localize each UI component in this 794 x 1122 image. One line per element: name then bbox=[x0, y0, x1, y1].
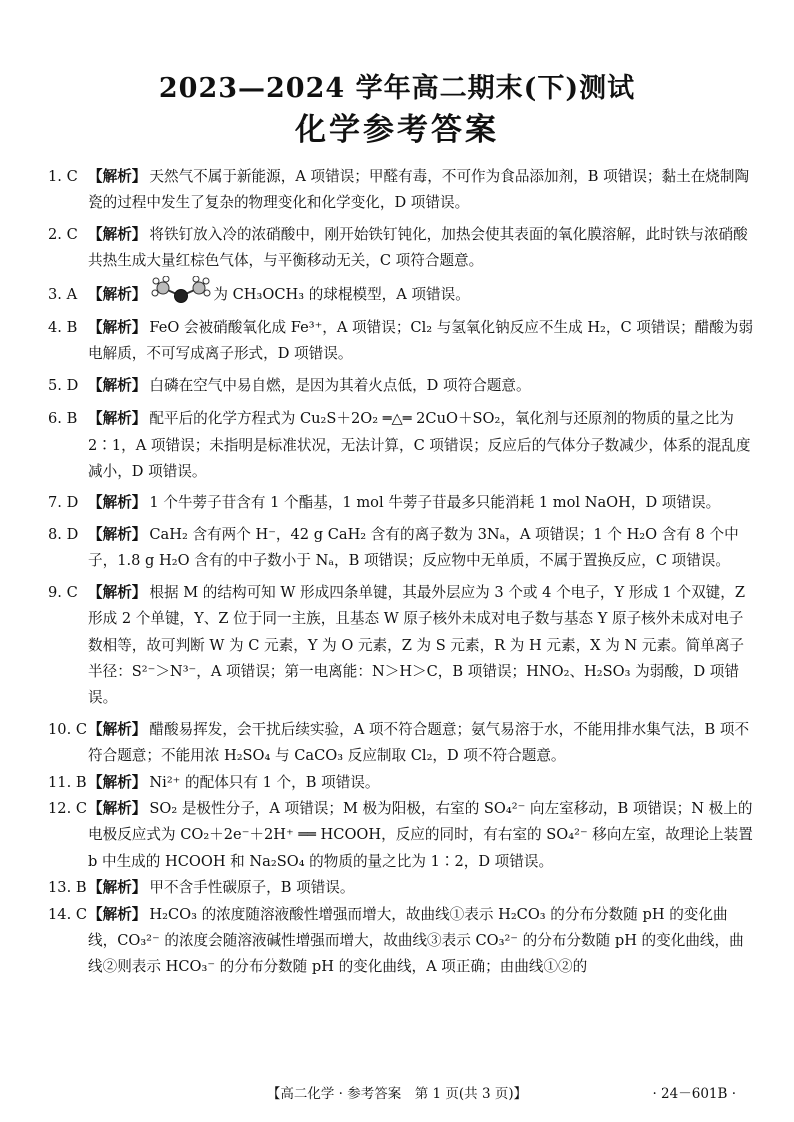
analysis-tag: 【解析】 bbox=[88, 285, 147, 303]
analysis-tag: 【解析】 bbox=[88, 905, 147, 923]
answer-item-1 bbox=[48, 164, 754, 217]
analysis-text: H₂CO₃ 的浓度随溶液酸性增强而增大，故曲线①表示 H₂CO₃ 的分布分数随 pH 的变化曲线，CO₃²⁻ 的浓度会随溶液碱性增强而增大，故曲线③表示 CO₃²⁻ 的分布分数随 pH 的变化曲线，曲线②则表示 HCO₃⁻ 的分布分数随 pH 的变化曲线，A 项正确；由曲线①②的 bbox=[88, 905, 744, 976]
answer-item-12 bbox=[48, 796, 754, 875]
analysis-tag: 【解析】 bbox=[88, 225, 147, 243]
footer-code: · 24－601B · bbox=[652, 1086, 736, 1102]
answer-number: 9. C bbox=[48, 583, 78, 601]
answer-number: 4. B bbox=[48, 319, 78, 337]
analysis-tag: 【解析】 bbox=[88, 525, 147, 543]
analysis-tag: 【解析】 bbox=[88, 376, 147, 394]
answer-item-6 bbox=[48, 406, 754, 485]
analysis-text: 白磷在空气中易自燃，是因为其着火点低，D 项符合题意。 bbox=[149, 376, 531, 394]
answer-subtitle: 化学参考答案 bbox=[295, 112, 499, 148]
analysis-text: Ni²⁺ 的配体只有 1 个，B 项错误。 bbox=[149, 773, 380, 791]
analysis-text: 为 CH₃OCH₃ 的球棍模型，A 项错误。 bbox=[213, 285, 470, 303]
answer-item-7 bbox=[48, 490, 754, 516]
analysis-tag: 【解析】 bbox=[88, 799, 147, 817]
analysis-text: 配平后的化学方程式为 Cu₂S＋2O₂ ═△═ 2CuO＋SO₂，氧化剂与还原剂的物质的量之比为 2∶1，A 项错误；未指明是标准状况，无法计算，C 项错误；反应后的气体分子数减少，体系的混乱度减小，D 项错误。 bbox=[88, 410, 751, 481]
answer-number: 10. C bbox=[48, 720, 88, 738]
analysis-tag: 【解析】 bbox=[88, 879, 147, 897]
answer-item-5 bbox=[48, 373, 754, 399]
analysis-tag: 【解析】 bbox=[88, 494, 147, 512]
analysis-text: 1 个牛蒡子苷含有 1 个酯基，1 mol 牛蒡子苷最多只能消耗 1 mol NaOH，D 项错误。 bbox=[149, 494, 721, 512]
answer-list bbox=[48, 164, 754, 981]
analysis-tag: 【解析】 bbox=[88, 410, 147, 428]
answer-number: 14. C bbox=[48, 905, 88, 923]
answer-item-4 bbox=[48, 315, 754, 368]
analysis-text: 甲不含手性碳原子，B 项错误。 bbox=[149, 879, 355, 897]
answer-item-3 bbox=[48, 282, 754, 308]
analysis-text: 天然气不属于新能源，A 项错误；甲醛有毒，不可作为食品添加剂，B 项错误；黏土在烧制陶瓷的过程中发生了复杂的物理变化和化学变化，D 项错误。 bbox=[88, 168, 750, 212]
analysis-tag: 【解析】 bbox=[88, 720, 147, 738]
answer-number: 12. C bbox=[48, 799, 88, 817]
answer-number: 1. C bbox=[48, 168, 78, 185]
ball-stick-model-icon bbox=[151, 276, 211, 306]
answer-number: 5. D bbox=[48, 376, 79, 394]
answer-item-9 bbox=[48, 580, 754, 712]
analysis-text: CaH₂ 含有两个 H⁻，42 g CaH₂ 含有的离子数为 3Nₐ，A 项错误；1 个 H₂O 含有 8 个中子，1.8 g H₂O 含有的中子数小于 Nₐ，B 项错误；反应物中无单质，不属于置换反应，C 项错误。 bbox=[88, 525, 739, 570]
answer-number: 3. A bbox=[48, 285, 78, 303]
analysis-text: SO₂ 是极性分子，A 项错误；M 极为阳极，右室的 SO₄²⁻ 向左室移动，B 项错误；N 极上的电极反应式为 CO₂＋2e⁻＋2H⁺ ══ HCOOH，反应的同时，有右室的 SO₄²⁻ 移向左室，故理论上装置 b 中生成的 HCOOH 和 Na₂SO₄ 的物质的量之比为 1∶2，D 项错误。 bbox=[88, 799, 753, 870]
analysis-text: FeO 会被硝酸氧化成 Fe³⁺，A 项错误；Cl₂ 与氢氧化钠反应不生成 H₂，C 项错误；醋酸为弱电解质，不可写成离子形式，D 项错误。 bbox=[88, 319, 754, 363]
answer-item-14 bbox=[48, 902, 754, 981]
answer-number: 6. B bbox=[48, 410, 78, 428]
answer-item-8 bbox=[48, 522, 754, 575]
answer-item-13 bbox=[48, 875, 754, 901]
answer-item-2 bbox=[48, 222, 754, 275]
answer-item-10 bbox=[48, 717, 754, 770]
analysis-text: 醋酸易挥发，会干扰后续实验，A 项不符合题意；氨气易溶于水，不能用排水集气法，B 项不符合题意；不能用浓 H₂SO₄ 与 CaCO₃ 反应制取 Cl₂，D 项不符合题意。 bbox=[88, 720, 750, 765]
answer-item-11 bbox=[48, 770, 754, 796]
footer-page-info: 【高二化学 · 参考答案 第 1 页(共 3 页)】 bbox=[266, 1086, 528, 1102]
analysis-tag: 【解析】 bbox=[88, 773, 147, 791]
exam-title: 2023—2024 学年高二期末(下)测试 bbox=[158, 73, 636, 104]
analysis-tag: 【解析】 bbox=[88, 168, 147, 185]
answer-number: 7. D bbox=[48, 494, 79, 512]
answer-number: 2. C bbox=[48, 225, 78, 243]
answer-number: 11. B bbox=[48, 773, 87, 791]
analysis-text: 根据 M 的结构可知 W 形成四条单键，其最外层应为 3 个或 4 个电子，Y 形成 1 个双键，Z 形成 2 个单键，Y、Z 位于同一主族，且基态 W 原子核外未成对电子数与基态 Y 原子核外未成对电子数相等，故可判断 W 为 C 元素，Y 为 O 元素，Z 为 S 元素，R 为 H 元素，X 为 N 元素。简单离子半径：S²⁻＞N³⁻，A 项错误；第一电离能：N＞H＞C，B 项错误；HNO₂、H₂SO₃ 为弱酸，D 项错误。 bbox=[88, 583, 745, 707]
answer-number: 8. D bbox=[48, 525, 79, 543]
answer-number: 13. B bbox=[48, 879, 87, 897]
analysis-text: 将铁钉放入冷的浓硝酸中，刚开始铁钉钝化，加热会使其表面的氧化膜溶解，此时铁与浓硝酸共热生成大量红棕色气体，与平衡移动无关，C 项符合题意。 bbox=[88, 225, 748, 270]
analysis-tag: 【解析】 bbox=[88, 319, 147, 337]
analysis-tag: 【解析】 bbox=[88, 583, 147, 601]
